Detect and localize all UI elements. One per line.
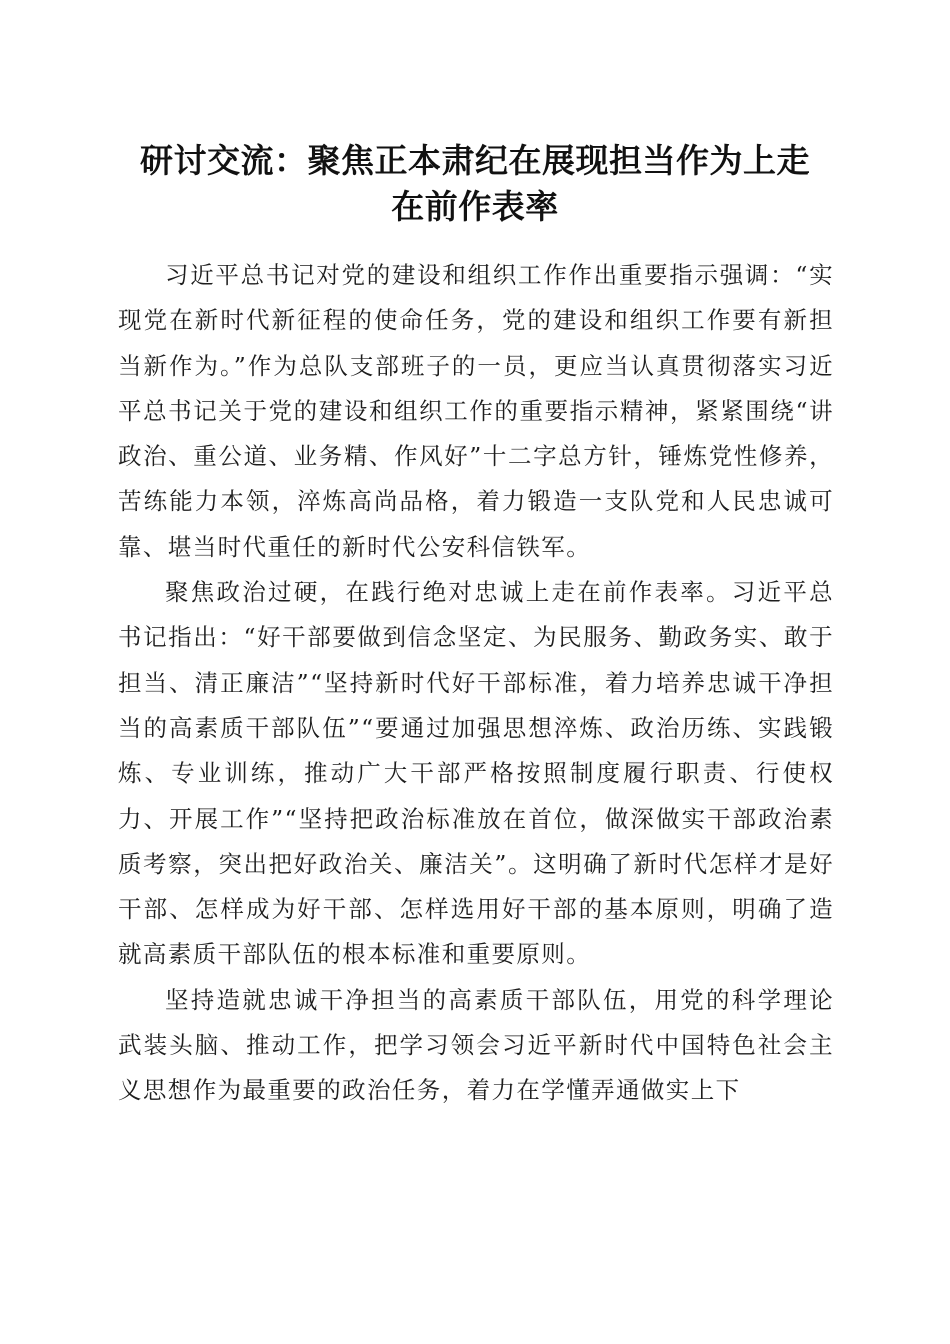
title-line-1: 研讨交流：聚焦正本肃纪在展现担当作为上走 [140,141,810,180]
title-line-2: 在前作表率 [391,187,559,226]
paragraph-1: 习近平总书记对党的建设和组织工作作出重要指示强调：“实现党在新时代新征程的使命任务，党的建设和组织工作要有新担当新作为。”作为总队支部班子的一员，更应当认真贯彻落实习近平总书记关于党的建设和组织工作的重要指示精神，紧紧围绕“讲政治、重公道、业务精、作风好”十二字总方针，锤炼党性修养，苦练能力本领，淬炼高尚品格，着力锻造一支队党和人民忠诚可靠、堪当时代重任的新时代公安科信铁军。 [118,261,834,561]
paragraph-3: 坚持造就忠诚干净担当的高素质干部队伍，用党的科学理论武装头脑、推动工作，把学习领会习近平新时代中国特色社会主义思想作为最重要的政治任务，着力在学懂弄通做实上下 [118,985,834,1105]
document-title [100,138,850,230]
paragraph-2: 聚焦政治过硬，在践行绝对忠诚上走在前作表率。习近平总书记指出：“好干部要做到信念坚定、为民服务、勤政务实、敢于担当、清正廉洁”“坚持新时代好干部标准，着力培养忠诚干净担当的高素质干部队伍”“要通过加强思想淬炼、政治历练、实践锻炼、专业训练，推动广大干部严格按照制度履行职责、行使权力、开展工作”“坚持把政治标准放在首位，做深做实干部政治素质考察，突出把好政治关、廉洁关”。这明确了新时代怎样才是好干部、怎样成为好干部、怎样选用好干部的基本原则，明确了造就高素质干部队伍的根本标准和重要原则。 [118,578,834,969]
document-body [118,253,834,1114]
